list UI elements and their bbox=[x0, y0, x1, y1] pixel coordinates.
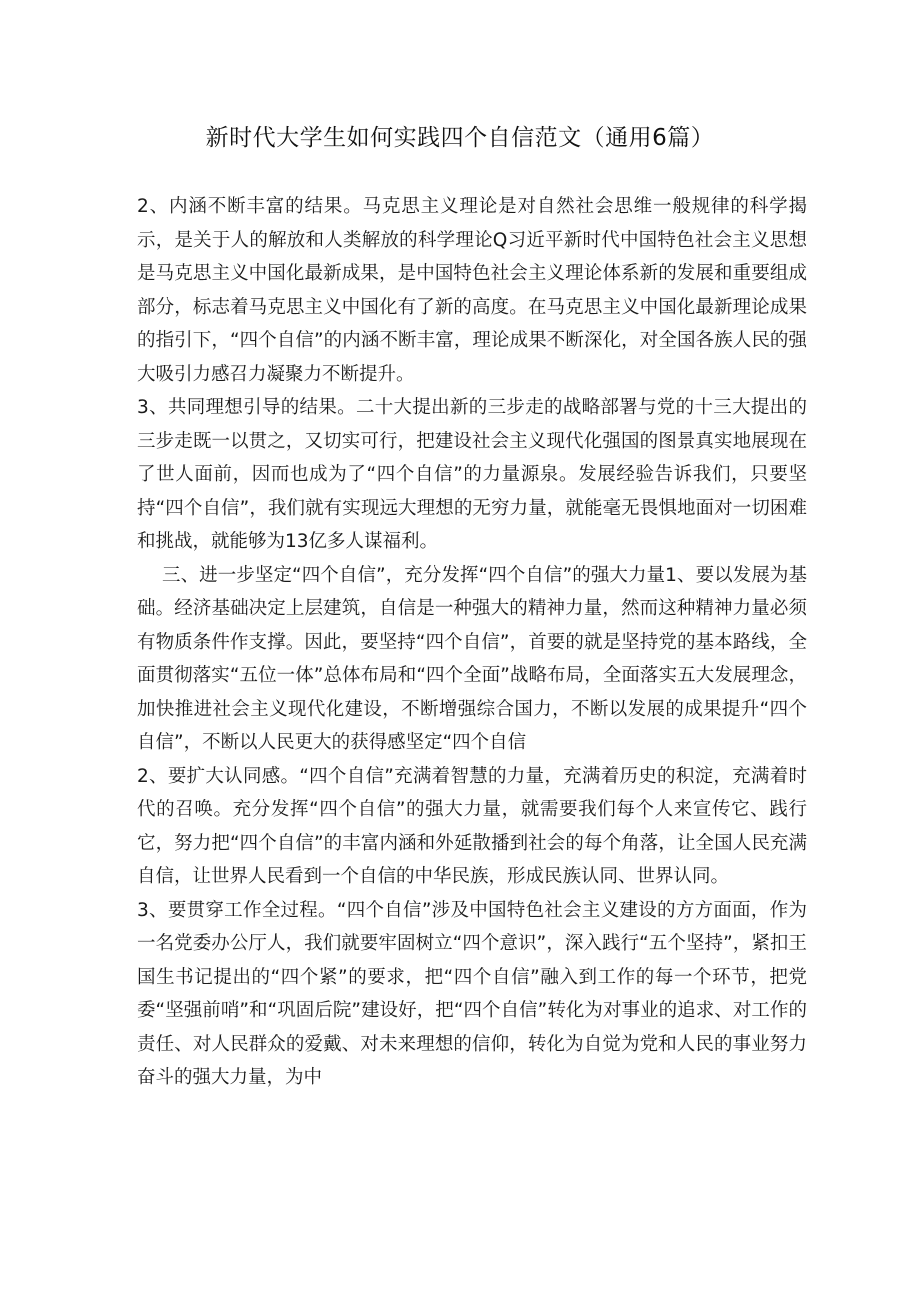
paragraph-whole-process: 3、要贯穿工作全过程。“四个自信”涉及中国特色社会主义建设的方方面面，作为一名党委办公厅人，我们就要牢固树立“四个意识”，深入践行“五个坚持”，紧扣王国生书记提出的“四个紧”的要求，把“四个自信”融入到工作的每一个环节，把党委“坚强前哨”和“巩固后院”建设好，把“四个自信”转化为对事业的追求、对工作的责任、对人民群众的爱戴、对未来理想的信仰，转化为自觉为党和人民的事业努力奋斗的强大力量，为中 bbox=[137, 899, 807, 1088]
document-title: 新时代大学生如何实践四个自信范文（通用6篇） bbox=[205, 125, 715, 151]
paragraph-recognition: 2、要扩大认同感。“四个自信”充满着智慧的力量，充满着历史的积淀，充满着时代的召唤。充分发挥“四个自信”的强大力量，就需要我们每个人来宣传它、践行它，努力把“四个自信”的丰富内涵和外延散播到社会的每个角落，让全国人民充满自信，让世界人民看到一个自信的中华民族，形成民族认同、世界认同。 bbox=[137, 765, 807, 887]
paragraph-common-ideal: 3、共同理想引导的结果。二十大提出新的三步走的战略部署与党的十三大提出的三步走既一以贯之，又切实可行，把建设社会主义现代化强国的图景真实地展现在了世人面前，因而也成为了“四个自信”的力量源泉。发展经验告诉我们，只要坚持“四个自信”，我们就有实现远大理想的无穷力量，就能毫无畏惧地面对一切困难和挑战，就能够为13亿多人谋福利。 bbox=[137, 397, 807, 552]
document-body bbox=[137, 190, 807, 1095]
paragraph-section-three: 三、进一步坚定“四个自信”，充分发挥“四个自信”的强大力量1、要以发展为基础。经济基础决定上层建筑，自信是一种强大的精神力量，然而这种精神力量必须有物质条件作支撑。因此，要坚持“四个自信”，首要的就是坚持党的基本路线，全面贯彻落实“五位一体”总体布局和“四个全面”战略布局，全面落实五大发展理念，加快推进社会主义现代化建设，不断增强综合国力，不断以发展的成果提升“四个自信”，不断以人民更大的获得感坚定“四个自信 bbox=[137, 564, 807, 753]
paragraph-connotation: 2、内涵不断丰富的结果。马克思主义理论是对自然社会思维一般规律的科学揭示，是关于人的解放和人类解放的科学理论Q习近平新时代中国特色社会主义思想是马克思主义中国化最新成果，是中国特色社会主义理论体系新的发展和重要组成部分，标志着马克思主义中国化有了新的高度。在马克思主义中国化最新理论成果的指引下，“四个自信”的内涵不断丰富，理论成果不断深化，对全国各族人民的强大吸引力感召力凝聚力不断提升。 bbox=[137, 196, 807, 385]
